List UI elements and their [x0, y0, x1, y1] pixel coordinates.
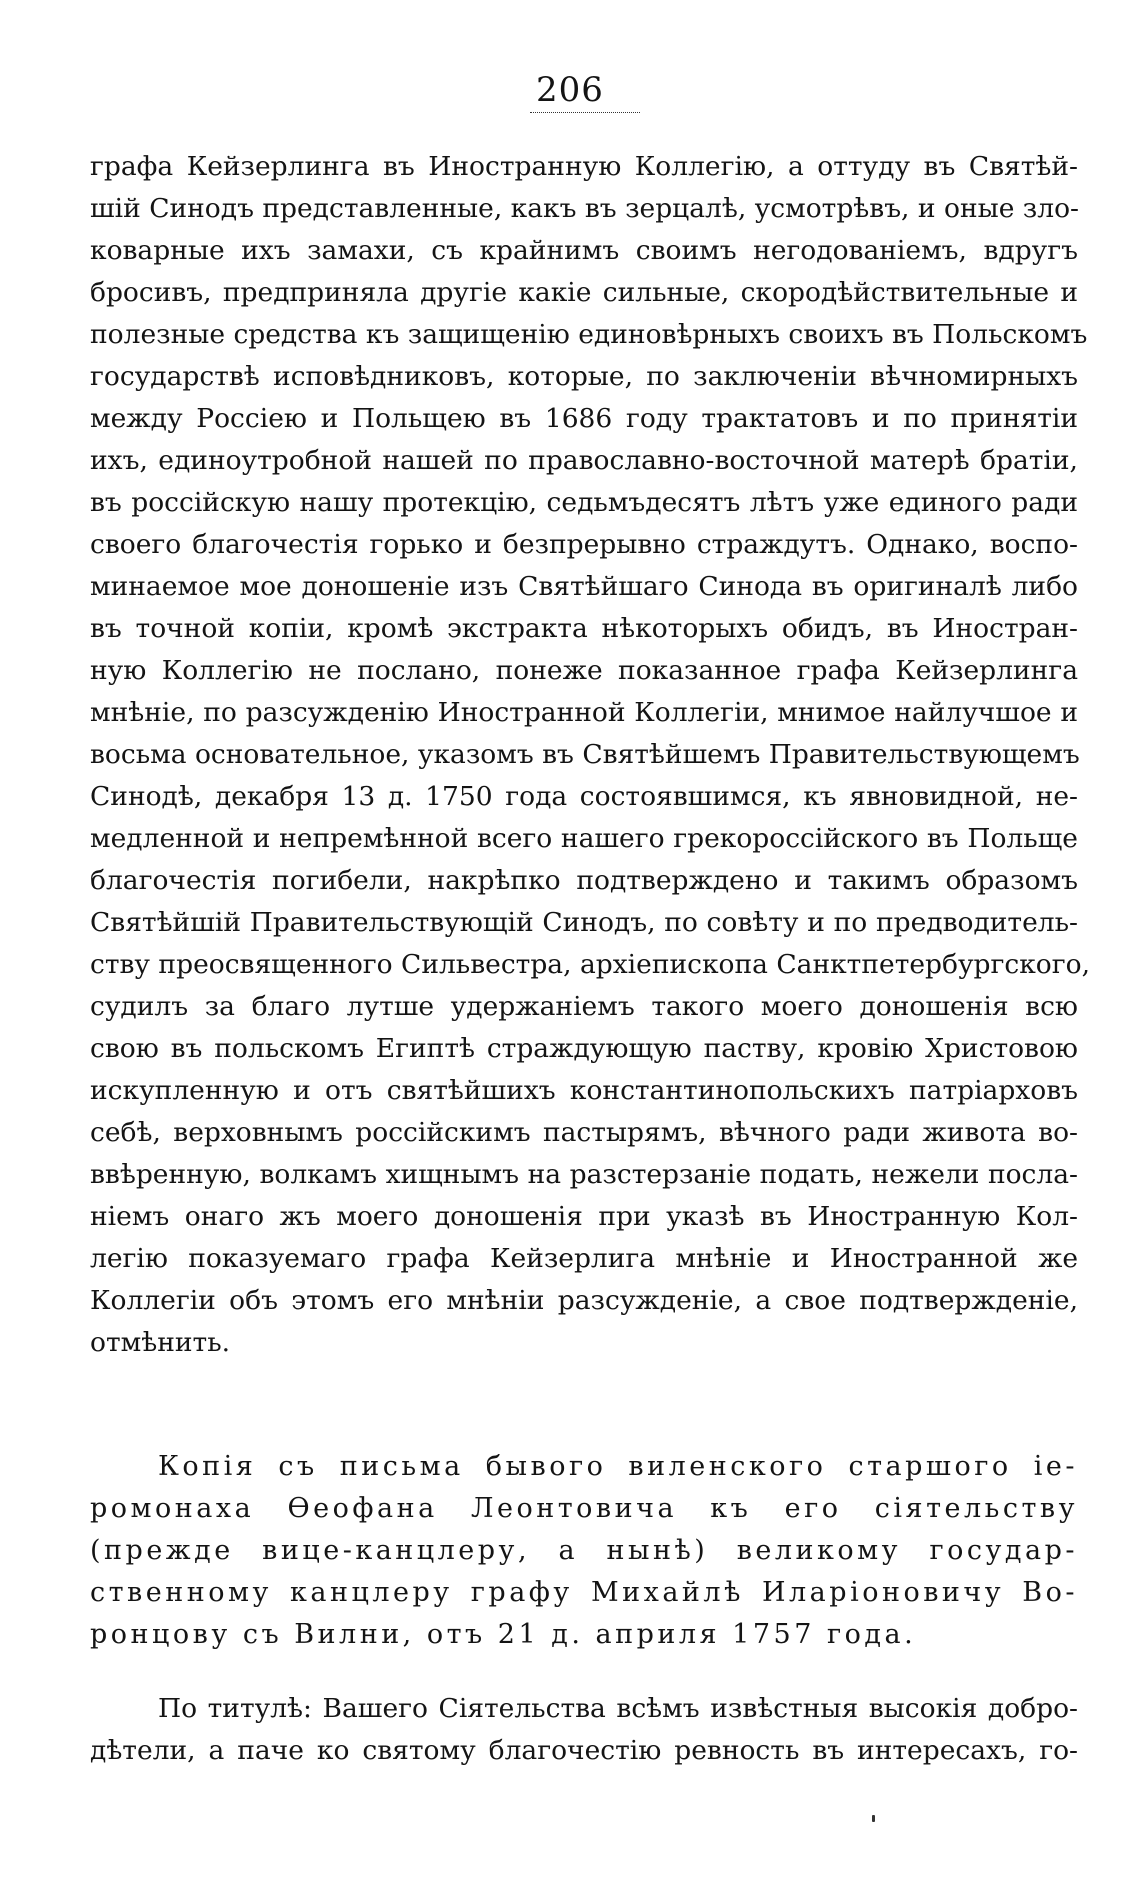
text-line: ніемъ онаго жъ моего доношенія при указѣ въ Иностранную Кол-: [90, 1201, 1078, 1232]
text-line: благочестія погибели, накрѣпко подтверждено и такимъ образомъ: [90, 865, 1078, 896]
letter-body: [90, 1688, 1078, 1772]
heading-line: ромонаха Өеофана Леонтовича къ его сіятельству: [90, 1493, 1078, 1524]
text-line: ству преосвященного Сильвестра, архіепископа Санктпетербургского,: [90, 949, 1091, 980]
text-line: дѣтели, а паче ко святому благочестію ревность въ интересахъ, го-: [90, 1735, 1078, 1766]
page-number: 206: [536, 70, 604, 110]
text-line: ихъ, единоутробной нашей по православно-восточной матерѣ братіи,: [90, 445, 1078, 476]
text-line: полезные средства къ защищенію единовѣрныхъ своихъ въ Польскомъ: [90, 319, 1088, 350]
heading-line: Копія съ письма бывого виленского старшого іе-: [158, 1451, 1078, 1482]
text-line: ную Коллегію не послано, понеже показанное графа Кейзерлинга: [90, 655, 1078, 686]
text-line: медленной и непремѣнной всего нашего грекороссійского въ Польще: [90, 823, 1078, 854]
text-line: ввѣренную, волкамъ хищнымъ на разстерзаніе подать, нежели посла-: [90, 1159, 1078, 1190]
text-line: восьма основательное, указомъ въ Святѣйшемъ Правительствующемъ: [90, 739, 1080, 770]
text-line: своего благочестія горько и безпрерывно страждутъ. Однако, воспо-: [90, 529, 1078, 560]
text-line: Коллегіи объ этомъ его мнѣніи разсужденіе, а свое подтвержденіе,: [90, 1285, 1078, 1316]
text-line: себѣ, верховнымъ россійскимъ пастырямъ, вѣчного ради живота во-: [90, 1117, 1078, 1148]
text-line: графа Кейзерлинга въ Иностранную Коллегію, а оттуду въ Святѣй-: [90, 151, 1078, 182]
heading-line: (прежде вице-канцлеру, а нынѣ) великому государ-: [90, 1535, 1078, 1566]
text-line: отмѣнить.: [90, 1327, 231, 1358]
text-line: Синодѣ, декабря 13 д. 1750 года состоявшимся, къ явновидной, не-: [90, 781, 1078, 812]
text-line: Святѣйшій Правительствующій Синодъ, по совѣту и по предводитель-: [90, 907, 1078, 938]
text-line: судилъ за благо лутше удержаніемъ такого моего доношенія всю: [90, 991, 1078, 1022]
text-line: По титулѣ: Вашего Сіятельства всѣмъ извѣстныя высокія добро-: [158, 1693, 1078, 1724]
header-dotted-rule: [530, 112, 640, 113]
print-speck: [872, 1815, 875, 1822]
main-text-block: [90, 146, 1091, 1364]
text-line: мнѣніе, по разсужденію Иностранной Коллегіи, мнимое найлучшое и: [90, 697, 1078, 728]
text-line: шій Синодъ представленные, какъ въ зерцалѣ, усмотрѣвъ, и оные зло-: [90, 193, 1080, 224]
heading-line: ственному канцлеру графу Михайлѣ Иларіоновичу Во-: [90, 1577, 1078, 1608]
text-line: искупленную и отъ святѣйшихъ константинопольскихъ патріарховъ: [90, 1075, 1078, 1106]
text-line: свою въ польскомъ Египтѣ страждующую паству, кровію Христовою: [90, 1033, 1078, 1064]
text-line: государствѣ исповѣдниковъ, которые, по заключеніи вѣчномирныхъ: [90, 361, 1078, 392]
letter-heading: [90, 1446, 1078, 1656]
text-line: между Россіею и Польщею въ 1686 году трактатовъ и по принятіи: [90, 403, 1078, 434]
text-line: коварные ихъ замахи, съ крайнимъ своимъ негодованіемъ, вдругъ: [90, 235, 1078, 266]
text-line: легію показуемаго графа Кейзерлига мнѣніе и Иностранной же: [90, 1243, 1078, 1274]
text-line: въ россійскую нашу протекцію, седьмъдесятъ лѣтъ уже единого ради: [90, 487, 1078, 518]
text-line: бросивъ, предприняла другіе какіе сильные, скородѣйствительные и: [90, 277, 1078, 308]
text-line: въ точной копіи, кромѣ экстракта нѣкоторыхъ обидъ, въ Иностран-: [90, 613, 1078, 644]
heading-line: ронцову съ Вилни, отъ 21 д. априля 1757 года.: [90, 1619, 917, 1650]
text-line: минаемое мое доношеніе изъ Святѣйшаго Синода въ оригиналѣ либо: [90, 571, 1078, 602]
